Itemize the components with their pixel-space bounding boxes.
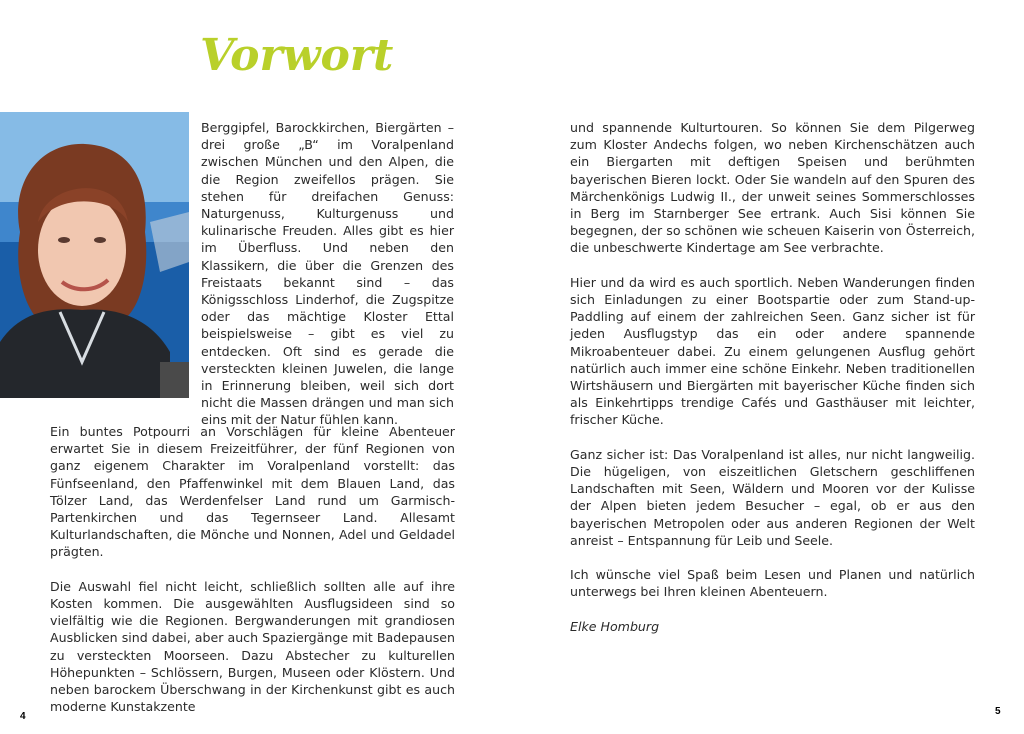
right-column-text <box>570 119 975 635</box>
paragraph: Ein buntes Potpourri an Vorschlägen für kleine Abenteuer erwartet Sie in diesem Freizeitführer, der fünf Regionen von ganz eigenem Charakter im Voralpenland vorstellt: das Fünfseenland, den Pfaffenwinkel mit dem Blauen Land, das Tölzer Land, das Werdenfelser Land rund um Garmisch-Partenkirchen und das Tegernseer Land. Allesamt Kulturlandschaften, die Mönche und Nonnen, Adel und Geldadel prägten. <box>50 424 455 560</box>
intro-paragraph: Berggipfel, Barockkirchen, Biergärten – drei große „B“ im Voralpenland zwischen München und den Alpen, die die Region zweifellos prägen. Sie stehen für dreifachen Genuss: Naturgenuss, Kulturgenuss und kulinarische Freuden. Alles gibt es hier im Überfluss. Und neben den Klassikern, die über die Grenzen des Freistaats bekannt sind – das Königsschloss Linderhof, die Zugspitze oder das mächtige Kloster Ettal beispielsweise – gibt es viel zu entdecken. Oft sind es gerade die versteckten kleinen Juwelen, die lange in Erinnerung bleiben, weil sich dort nicht die Massen drängen und man sich eins mit der Natur fühlen kann. <box>201 120 454 428</box>
author-photo <box>0 112 189 398</box>
paragraph: Ganz sicher ist: Das Voralpenland ist alles, nur nicht langweilig. Die hügeligen, von eiszeitlichen Gletschern geschliffenen Landschaften mit Seen, Wäldern und Mooren vor der Kulisse der Alpen bieten jedem Besucher – egal, ob er aus den bayerischen Metropolen oder aus anderen Regionen der Welt anreist – Entspannung für Leib und Seele. <box>570 446 975 548</box>
author-signature: Elke Homburg <box>570 618 660 634</box>
paragraph: Ich wünsche viel Spaß beim Lesen und Planen und natürlich unterwegs bei Ihren kleinen Abenteuern. <box>570 567 975 600</box>
left-column-text <box>50 423 455 715</box>
paragraph: Die Auswahl fiel nicht leicht, schließlich sollten alle auf ihre Kosten kommen. Die ausgewählten Ausflugsideen sind so vielfältig wie die Regionen. Bergwanderungen mit grandiosen Ausblicken sind dabei, aber auch Spaziergänge mit Badepausen zu versteckten Moorseen. Dazu Abstecher zu kulturellen Höhepunkten – Schlössern, Burgen, Museen oder Klöstern. Und neben barockem Überschwang in der Kirchenkunst gibt es auch moderne Kunstakzente <box>50 578 455 715</box>
page-title: Vorwort <box>200 30 394 81</box>
paragraph: und spannende Kulturtouren. So können Sie dem Pilgerweg zum Kloster Andechs folgen, wo neben Kirchenschätzen auch ein Biergarten mit deftigen Speisen und berühmten bayerischen Bieren lockt. Oder Sie wandeln auf den Spuren des Märchenkönigs Ludwig II., der unweit seines Sommerschlosses in Berg im Starnberger See ertrank. Auch Sisi können Sie begegnen, der so schönen wie scheuen Kaiserin von Österreich, die unbeschwerte Kindertage am See verbrachte. <box>570 120 975 256</box>
page-number-left: 4 <box>20 711 26 722</box>
intro-text-block <box>201 119 454 429</box>
paragraph: Hier und da wird es auch sportlich. Neben Wanderungen finden sich Einladungen zu einer Bootspartie oder zum Stand-up-Paddling auf einem der zahlreichen Seen. Ganz sicher ist für jeden Ausflugstyp das ein oder andere spannende Mikroabenteuer dabei. Zu einem gelungenen Ausflug gehört natürlich auch immer eine schöne Einkehr. Neben traditionellen Wirtshäusern und Biergärten mit bayerischer Küche finden sich als Einkehrtipps trendige Cafés und Gasthäuser mit leichter, frischer Küche. <box>570 274 975 428</box>
page-number-right: 5 <box>995 706 1001 717</box>
author-portrait-illustration <box>0 112 189 398</box>
